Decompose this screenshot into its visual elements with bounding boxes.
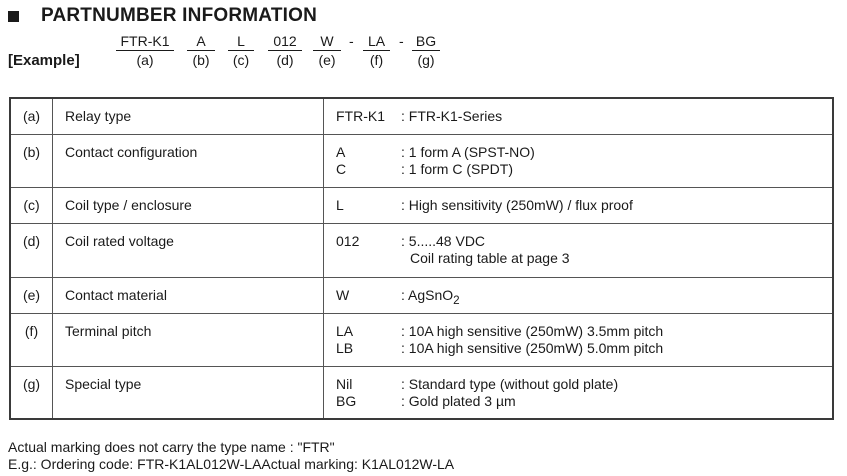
row-name: Special type <box>53 367 324 419</box>
row-name: Coil type / enclosure <box>53 188 324 224</box>
row-name: Contact configuration <box>53 134 324 187</box>
section-header <box>8 4 317 28</box>
value-code: Nil <box>336 376 353 393</box>
example-label: [Example] <box>8 52 80 69</box>
value-desc: : Standard type (without gold plate) <box>401 376 619 393</box>
value-code: LB <box>336 339 354 356</box>
row-values <box>324 188 834 224</box>
partnumber-table <box>9 97 834 420</box>
example-segment-g <box>412 32 440 69</box>
segment-letter: (d) <box>276 52 294 68</box>
segment-code: BG <box>412 32 440 51</box>
material-name: : AgSnO <box>401 286 454 303</box>
value-code: 012 <box>336 233 360 250</box>
table-row <box>10 134 833 187</box>
value-code: A <box>336 143 346 160</box>
row-letter: (g) <box>10 367 53 419</box>
example-separator: - <box>399 33 404 49</box>
value-desc: : 1 form A (SPST-NO) <box>401 143 535 160</box>
value-line <box>336 393 832 410</box>
row-letter: (c) <box>10 188 53 224</box>
value-desc: : High sensitivity (250mW) / flux proof <box>401 197 633 214</box>
row-name: Terminal pitch <box>53 313 324 366</box>
segment-letter: (f) <box>369 52 384 68</box>
segment-letter: (g) <box>417 52 435 68</box>
value-code: W <box>336 286 350 303</box>
segment-letter: (c) <box>232 52 250 68</box>
example-segment-c <box>228 32 254 69</box>
example-segment-d <box>268 32 302 69</box>
example-segment-a <box>116 32 174 69</box>
value-desc: : 10A high sensitive (250mW) 3.5mm pitch <box>401 322 664 339</box>
segment-code: 012 <box>268 32 302 51</box>
segment-code: FTR-K1 <box>116 32 174 51</box>
table-row <box>10 224 833 277</box>
value-code: BG <box>336 393 357 410</box>
row-name: Relay type <box>53 98 324 134</box>
example-segment-e <box>313 32 341 69</box>
row-values <box>324 134 834 187</box>
value-line <box>336 287 832 309</box>
table-row <box>10 277 833 313</box>
segment-code: W <box>313 32 341 51</box>
table-row <box>10 188 833 224</box>
value-line <box>336 144 832 161</box>
row-letter: (e) <box>10 277 53 313</box>
page-title: PARTNUMBER INFORMATION <box>41 5 318 26</box>
segment-code: L <box>228 32 254 51</box>
row-letter: (f) <box>10 313 53 366</box>
segment-code: A <box>187 32 215 51</box>
value-line <box>336 340 832 357</box>
row-name: Contact material <box>53 277 324 313</box>
value-line <box>336 376 832 393</box>
example-segment-f <box>363 32 390 69</box>
value-desc: : FTR-K1-Series <box>401 108 503 124</box>
value-code: FTR-K1 <box>336 108 385 124</box>
footnote-marking: Actual marking does not carry the type name : "FTR" <box>8 439 335 455</box>
row-values <box>324 313 834 366</box>
row-values <box>324 98 834 134</box>
segment-letter: (e) <box>318 52 336 68</box>
material-subscript: 2 <box>453 293 460 307</box>
value-line <box>336 250 832 267</box>
value-line <box>336 323 832 340</box>
row-values <box>324 367 834 419</box>
row-letter: (d) <box>10 224 53 277</box>
segment-letter: (a) <box>136 52 154 68</box>
row-values <box>324 224 834 277</box>
value-code: C <box>336 160 347 177</box>
value-desc: : 10A high sensitive (250mW) 5.0mm pitch <box>401 339 664 356</box>
value-desc: : 1 form C (SPDT) <box>401 160 514 177</box>
value-code <box>336 250 401 267</box>
value-line <box>336 233 832 250</box>
example-separator: - <box>349 33 354 49</box>
row-letter: (b) <box>10 134 53 187</box>
segment-code: LA <box>363 32 390 51</box>
row-values <box>324 277 834 313</box>
square-bullet-icon <box>8 11 19 22</box>
table-row <box>10 367 833 419</box>
row-name: Coil rated voltage <box>53 224 324 277</box>
table-row <box>10 98 833 134</box>
value-desc <box>401 287 832 309</box>
value-line <box>336 161 832 178</box>
value-desc: : Gold plated 3 µm <box>401 393 516 410</box>
value-line <box>336 108 832 125</box>
footnote-example: E.g.: Ordering code: FTR-K1AL012W-LAActual marking: K1AL012W-LA <box>8 456 455 472</box>
example-segment-b <box>187 32 215 69</box>
value-desc: : 5.....48 VDC <box>401 233 486 250</box>
table-row <box>10 313 833 366</box>
value-desc: Coil rating table at page 3 <box>410 250 570 267</box>
row-letter: (a) <box>10 98 53 134</box>
value-code: L <box>336 197 344 214</box>
segment-letter: (b) <box>192 52 210 68</box>
value-line <box>336 197 832 214</box>
value-code: LA <box>336 322 354 339</box>
